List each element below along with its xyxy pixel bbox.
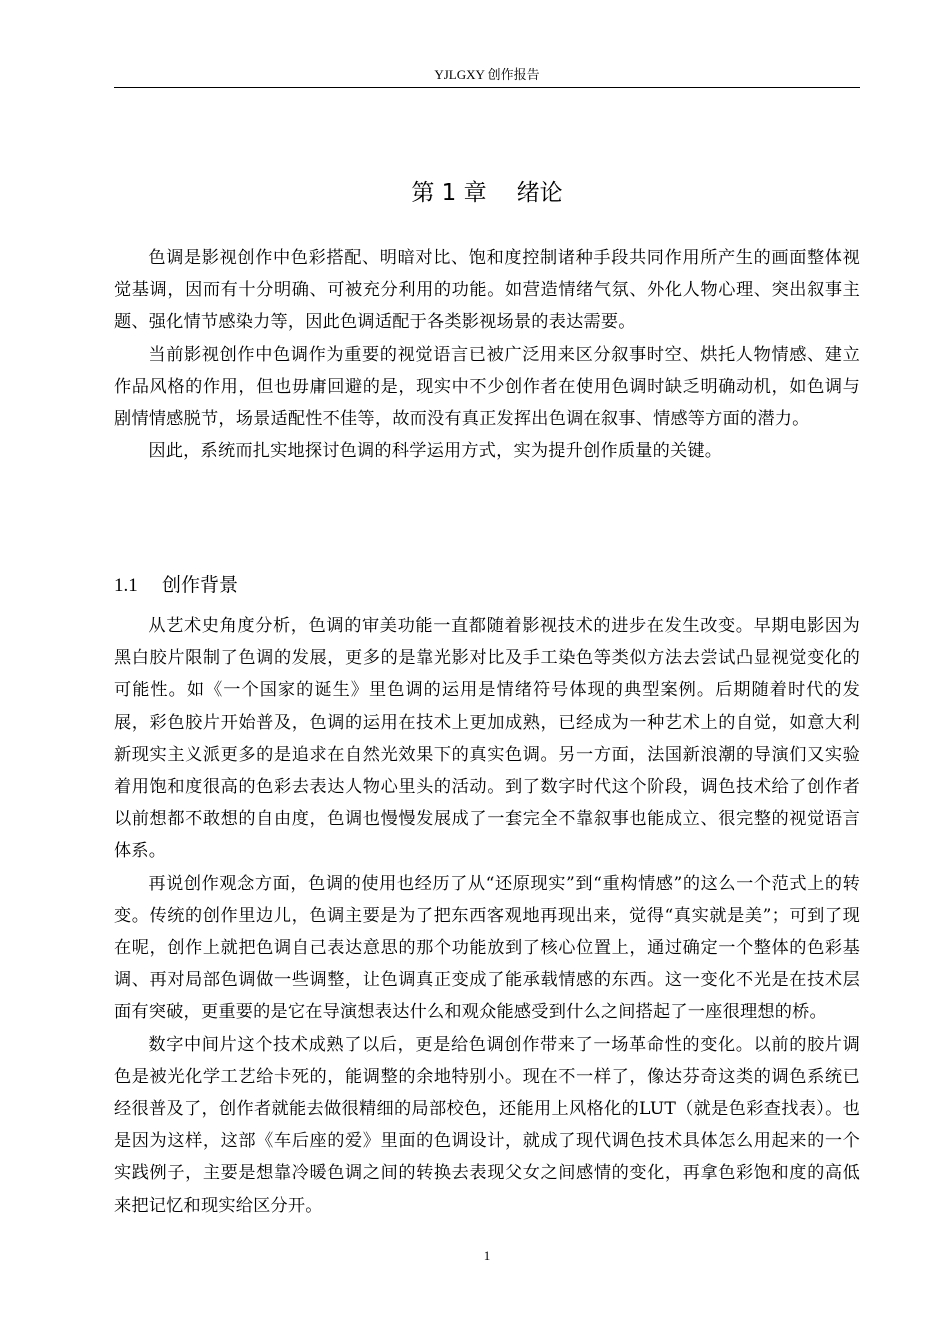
header-rule (114, 87, 860, 88)
section-text (114, 610, 860, 1222)
paragraph: 再说创作观念方面，色调的使用也经历了从“还原现实”到“重构情感”的这么一个范式上的转变。传统的创作里边儿，色调主要是为了把东西客观地再现出来，觉得“真实就是美”；可到了现在呢，创作上就把色调自己表达意思的那个功能放到了核心位置上，通过确定一个整体的色彩基调、再对局部色调做一些调整，让色调真正变成了能承载情感的东西。这一变化不光是在技术层面有突破，更重要的是它在导演想表达什么和观众能感受到什么之间搭起了一座很理想的桥。 (114, 873, 860, 1023)
chapter-number: 第 1 章 (411, 180, 487, 206)
paragraph: 色调是影视创作中色彩搭配、明暗对比、饱和度控制诸种手段共同作用所产生的画面整体视觉基调，因而有十分明确、可被充分利用的功能。如营造情绪气氛、外化人物心理、突出叙事主题、强化情节感染力等，因此色调适配于各类影视场景的表达需要。 (114, 248, 860, 333)
running-header: YJLGXY 创作报告 (434, 67, 540, 82)
chapter-title (114, 176, 860, 210)
paragraph: 数字中间片这个技术成熟了以后，更是给色调创作带来了一场革命性的变化。以前的胶片调色是被光化学工艺给卡死的，能调整的余地特别小。现在不一样了，像达芬奇这类的调色系统已经很普及了，创作者就能去做很精细的局部校色，还能用上风格化的LUT（就是色彩查找表）。也是因为这样，这部《车后座的爱》里面的色调设计，就成了现代调色技术具体怎么用起来的一个实践例子，主要是想靠冷暖色调之间的转换去表现父女之间感情的变化，再拿色彩饱和度的高低来把记忆和现实给区分开。 (114, 1034, 860, 1216)
chapter-title-text: 绪论 (516, 180, 563, 206)
paragraph: 当前影视创作中色调作为重要的视觉语言已被广泛用来区分叙事时空、烘托人物情感、建立作品风格的作用，但也毋庸回避的是，现实中不少创作者在使用色调时缺乏明确动机，如色调与剧情情感脱节，场景适配性不佳等，故而没有真正发挥出色调在叙事、情感等方面的潜力。 (114, 344, 860, 430)
section-title-text: 创作背景 (162, 574, 239, 596)
page-number: 1 (483, 1248, 491, 1263)
intro-text (114, 242, 860, 467)
paragraph: 因此，系统而扎实地探讨色调的科学运用方式，实为提升创作质量的关键。 (148, 441, 723, 462)
paragraph: 从艺术史角度分析，色调的审美功能一直都随着影视技术的进步在发生改变。早期电影因为黑白胶片限制了色调的发展，更多的是靠光影对比及手工染色等类似方法去尝试凸显视觉变化的可能性。如《一个国家的诞生》里色调的运用是情绪符号体现的典型案例。后期随着时代的发展，彩色胶片开始普及，色调的运用在技术上更加成熟，已经成为一种艺术上的自觉，如意大利新现实主义派更多的是追求在自然光效果下的真实色调。另一方面，法国新浪潮的导演们又实验着用饱和度很高的色彩去表达人物心里头的活动。到了数字时代这个阶段，调色技术给了创作者以前想都不敢想的自由度，色调也慢慢发展成了一套完全不靠叙事也能成立、很完整的视觉语言体系。 (114, 616, 860, 862)
section-number: 1.1 (114, 575, 138, 596)
section-heading (114, 568, 238, 603)
